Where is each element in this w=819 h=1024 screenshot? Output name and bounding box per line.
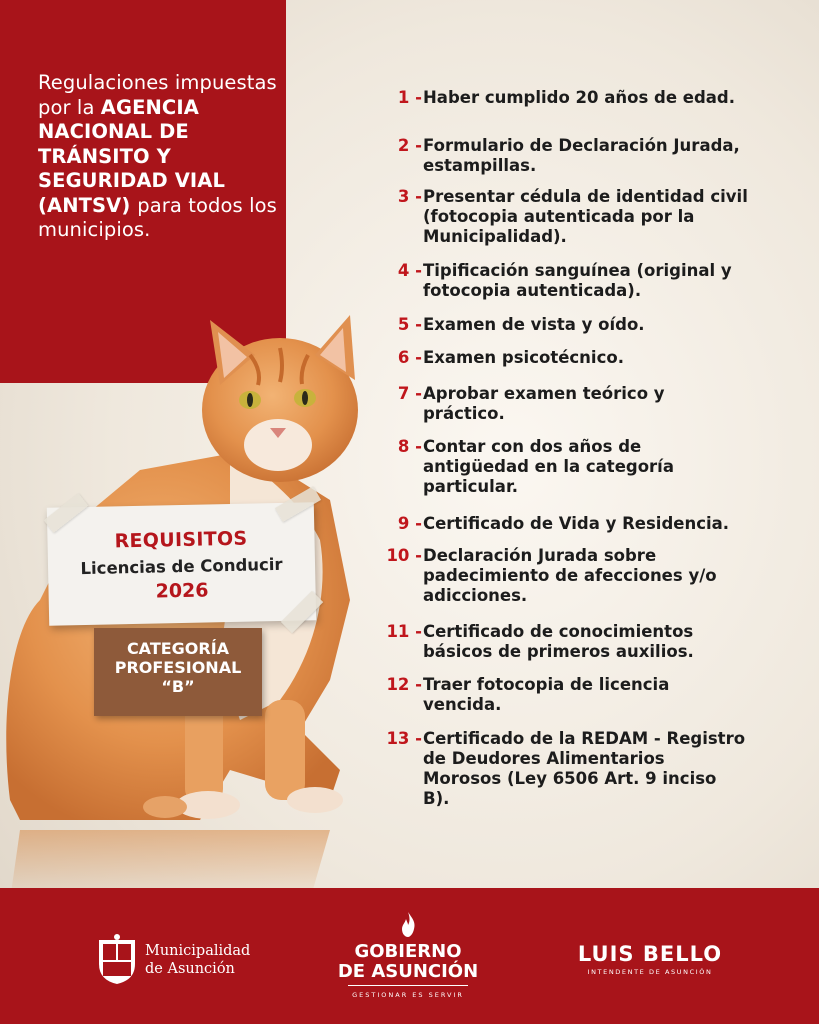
item-text: Certificado de conocimientos básicos de primeros auxilios. bbox=[423, 622, 694, 661]
gobierno-divider bbox=[348, 985, 468, 986]
item-text: Examen psicotécnico. bbox=[423, 348, 624, 367]
mayor-title: INTENDENTE DE ASUNCIÓN bbox=[587, 968, 713, 976]
municipality-line-1: Municipalidad bbox=[145, 943, 251, 959]
mayor-logo bbox=[575, 942, 725, 976]
item-number: 12 - bbox=[386, 675, 422, 694]
item-number: 11 - bbox=[386, 622, 422, 641]
item-number: 5 - bbox=[397, 315, 422, 334]
mayor-name: LUIS BELLO bbox=[577, 942, 723, 966]
category-badge bbox=[94, 628, 262, 716]
gobierno-tagline: GESTIONAR ES SERVIR bbox=[352, 991, 464, 999]
gobierno-line-1: GOBIERNO bbox=[354, 941, 462, 962]
intro-agency: AGENCIA NACIONAL DE TRÁNSITO Y SEGURIDAD VIAL (ANTSV) bbox=[38, 95, 225, 217]
flame-icon bbox=[398, 912, 418, 938]
item-number: 8 - bbox=[397, 437, 422, 456]
note-subtitle: Licencias de Conducir bbox=[80, 554, 283, 579]
item-number: 7 - bbox=[397, 384, 422, 403]
item-text: Tipificación sanguínea (original y fotocopia autenticada). bbox=[423, 261, 732, 300]
item-number: 3 - bbox=[397, 187, 422, 206]
item-number: 10 - bbox=[386, 546, 422, 565]
gobierno-line-2: DE ASUNCIÓN bbox=[337, 961, 479, 982]
category-line-1: CATEGORÍA bbox=[126, 639, 230, 658]
item-text: Contar con dos años de antigüedad en la categoría particular. bbox=[423, 437, 674, 496]
note-title: REQUISITOS bbox=[114, 527, 248, 553]
item-number: 6 - bbox=[397, 348, 422, 367]
item-number: 4 - bbox=[397, 261, 422, 280]
item-text: Formulario de Declaración Jurada, estampillas. bbox=[423, 136, 740, 175]
note-year: 2026 bbox=[155, 579, 209, 603]
municipality-logo-text bbox=[145, 942, 250, 978]
category-line-2: PROFESIONAL bbox=[114, 658, 242, 677]
item-number: 1 - bbox=[397, 88, 422, 107]
gobierno-logo bbox=[320, 912, 496, 999]
intro-text bbox=[38, 71, 278, 243]
municipality-crest-icon bbox=[95, 934, 139, 986]
item-text: Haber cumplido 20 años de edad. bbox=[423, 88, 736, 107]
item-number: 2 - bbox=[397, 136, 422, 155]
category-line-3: “B” bbox=[161, 677, 195, 696]
intro-line-2: para todos los municipios. bbox=[38, 193, 277, 241]
item-text: Aprobar examen teórico y práctico. bbox=[423, 384, 665, 423]
item-number: 9 - bbox=[397, 514, 422, 533]
intro-line-1: Regulaciones impuestas por la bbox=[38, 71, 277, 119]
item-number: 13 - bbox=[386, 729, 422, 748]
item-text: Declaración Jurada sobre padecimiento de afecciones y/o adicciones. bbox=[423, 546, 717, 605]
item-text: Presentar cédula de identidad civil (fotocopia autenticada por la Municipalidad). bbox=[423, 187, 748, 246]
item-text: Certificado de la REDAM - Registro de Deudores Alimentarios Morosos (Ley 6506 Art. 9 inciso B). bbox=[423, 729, 746, 808]
item-text: Examen de vista y oído. bbox=[423, 315, 645, 334]
item-text: Certificado de Vida y Residencia. bbox=[423, 514, 730, 533]
item-text: Traer fotocopia de licencia vencida. bbox=[423, 675, 670, 714]
requirements-note-card bbox=[47, 502, 316, 626]
municipality-line-2: de Asunción bbox=[145, 961, 235, 977]
